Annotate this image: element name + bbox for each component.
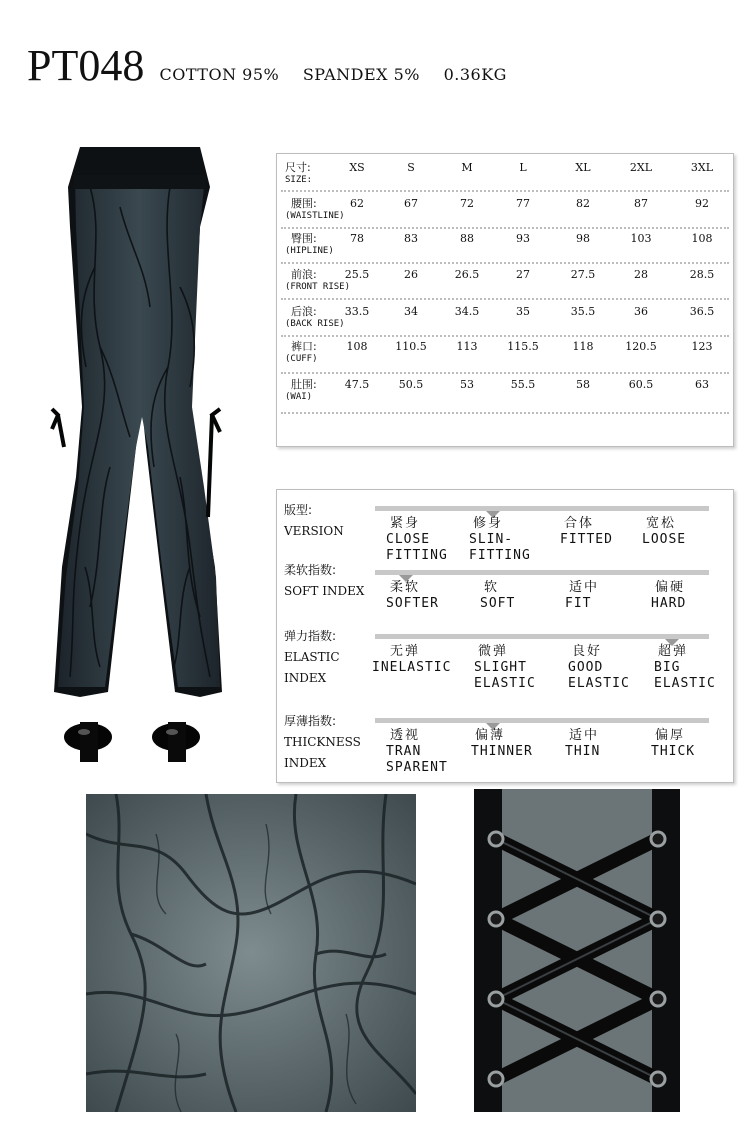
soft-index-label: 柔软指数: SOFT INDEX <box>284 563 365 598</box>
size-cell: 92 <box>695 197 709 210</box>
material-info <box>159 65 525 84</box>
thickness-option-thick: 偏厚 THICK <box>651 728 696 759</box>
size-cell: 67 <box>404 197 418 210</box>
size-cell: XL <box>575 161 591 174</box>
elastic-index-section <box>277 624 733 704</box>
version-option-close-fitting: 紧身 CLOSE FITTING <box>386 516 448 563</box>
size-cell: S <box>407 161 415 174</box>
thickness-scale-bar <box>375 718 709 723</box>
size-row <box>281 375 729 414</box>
size-cell: 27 <box>516 268 530 281</box>
version-scale-bar <box>375 506 709 511</box>
soft-option-hard: 偏硬 HARD <box>651 580 687 611</box>
size-cell: 27.5 <box>570 268 596 281</box>
cotton-content: COTTON 95% <box>159 65 280 84</box>
size-cell: 47.5 <box>344 378 370 391</box>
size-cell: 50.5 <box>398 378 424 391</box>
size-row-label: 裤口: (CUFF) <box>285 340 318 364</box>
thickness-index-label: 厚薄指数: THICKNESS INDEX <box>284 714 361 770</box>
elastic-option-good: 良好 GOOD ELASTIC <box>568 644 630 691</box>
size-cell: M <box>461 161 473 174</box>
size-cell: 87 <box>634 197 648 210</box>
size-cell: 35.5 <box>570 305 596 318</box>
version-section <box>277 496 733 564</box>
size-cell: 62 <box>350 197 364 210</box>
size-cell: 2XL <box>629 161 653 174</box>
size-row <box>281 229 729 264</box>
product-code: PT048 <box>27 41 145 90</box>
size-cell: 58 <box>576 378 590 391</box>
size-cell: 55.5 <box>510 378 536 391</box>
elastic-index-label: 弹力指数: ELASTIC INDEX <box>284 629 340 685</box>
size-cell: 115.5 <box>507 340 539 353</box>
size-cell: 77 <box>516 197 530 210</box>
size-cell: 26 <box>404 268 418 281</box>
size-cell: 36 <box>634 305 648 318</box>
size-cell: 25.5 <box>344 268 370 281</box>
product-header <box>27 40 525 90</box>
size-cell: L <box>519 161 527 174</box>
size-cell: 26.5 <box>454 268 480 281</box>
version-option-loose: 宽松 LOOSE <box>642 516 687 547</box>
size-row <box>281 337 729 374</box>
product-weight: 0.36KG <box>443 65 507 84</box>
size-row <box>281 265 729 300</box>
size-cell: 36.5 <box>689 305 715 318</box>
size-cell: 83 <box>404 232 418 245</box>
size-cell: 34 <box>404 305 418 318</box>
version-option-fitted: 合体 FITTED <box>560 516 613 547</box>
soft-scale-bar <box>375 570 709 575</box>
version-option-slim-fitting: 修身 SLIN- FITTING <box>469 516 531 563</box>
size-cell: 110.5 <box>395 340 427 353</box>
soft-option-soft: 软 SOFT <box>480 580 516 611</box>
size-cell: 118 <box>572 340 594 353</box>
size-row-label: 肚围: (WAI) <box>285 378 317 402</box>
thickness-option-thinner: 偏薄 THINNER <box>471 728 533 759</box>
size-cell: 28.5 <box>689 268 715 281</box>
size-cell: 35 <box>516 305 530 318</box>
elastic-option-big: 超弹 BIG ELASTIC <box>654 644 716 691</box>
size-cell: 113 <box>456 340 478 353</box>
size-cell: 60.5 <box>628 378 654 391</box>
size-row-label: 前浪: (FRONT RISE) <box>285 268 351 292</box>
size-cell: 103 <box>630 232 652 245</box>
size-cell: 98 <box>576 232 590 245</box>
size-cell: 82 <box>576 197 590 210</box>
soft-option-softer: 柔软 SOFTER <box>386 580 439 611</box>
size-cell: 78 <box>350 232 364 245</box>
product-photo <box>50 147 228 770</box>
size-row-label: 腰围: (WAISTLINE) <box>285 197 345 221</box>
size-cell: 3XL <box>690 161 714 174</box>
size-row-label: 尺寸: SIZE: <box>285 161 313 185</box>
size-cell: 53 <box>460 378 474 391</box>
size-row-label: 臀围: (HIPLINE) <box>285 232 334 256</box>
spandex-content: SPANDEX 5% <box>302 65 420 84</box>
soft-option-fit: 适中 FIT <box>565 580 600 611</box>
size-cell: 120.5 <box>625 340 657 353</box>
size-cell: 108 <box>691 232 713 245</box>
elastic-scale-bar <box>375 634 709 639</box>
size-cell: 28 <box>634 268 648 281</box>
size-row-label: 后浪: (BACK RISE) <box>285 305 345 329</box>
size-row <box>281 302 729 337</box>
size-cell: 34.5 <box>454 305 480 318</box>
size-cell: 33.5 <box>344 305 370 318</box>
size-chart <box>276 153 734 447</box>
version-label: 版型: VERSION <box>284 503 344 538</box>
size-cell: 88 <box>460 232 474 245</box>
fit-index-chart <box>276 489 734 783</box>
size-cell: 123 <box>691 340 713 353</box>
lace-up-detail-photo <box>474 789 680 1112</box>
size-cell: 72 <box>460 197 474 210</box>
size-cell: XS <box>349 161 365 174</box>
elastic-option-slight: 微弹 SLIGHT ELASTIC <box>474 644 536 691</box>
thickness-index-section <box>277 709 733 779</box>
size-row <box>281 194 729 229</box>
size-row <box>281 158 729 192</box>
thickness-option-thin: 适中 THIN <box>565 728 601 759</box>
size-cell: 63 <box>695 378 709 391</box>
size-cell: 108 <box>346 340 368 353</box>
thickness-option-transparent: 透视 TRAN SPARENT <box>386 728 448 775</box>
soft-index-section <box>277 558 733 618</box>
size-cell: 93 <box>516 232 530 245</box>
elastic-option-inelastic: 无弹 INELASTIC <box>372 644 452 675</box>
fabric-texture-photo <box>86 794 416 1112</box>
